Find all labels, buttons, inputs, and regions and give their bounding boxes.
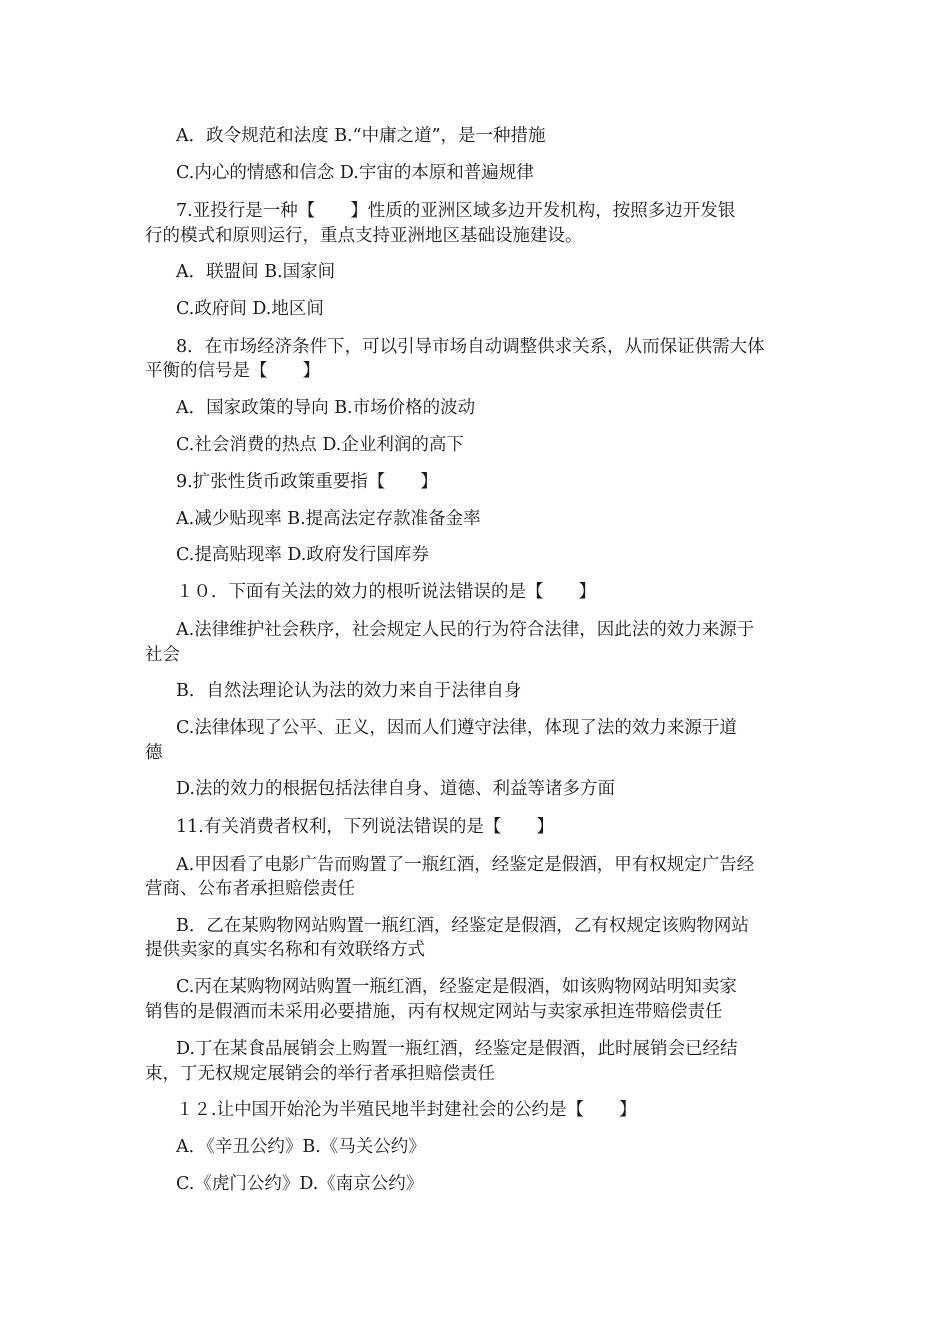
q12-options-ab: A．《辛丑公约》B.《马关公约》 bbox=[176, 1137, 426, 1157]
q11-option-b-line2: 提供卖家的真实名称和有效联络方式 bbox=[145, 940, 425, 960]
q11-option-d-line1: D.丁在某食品展销会上购置一瓶红酒，经鉴定是假酒，此时展销会已经结 bbox=[176, 1039, 738, 1059]
q12-stem: １２.让中国开始沦为半殖民地半封建社会的公约是【 】 bbox=[176, 1100, 637, 1120]
q10-option-b: B．自然法理论认为法的效力来自于法律自身 bbox=[176, 681, 522, 701]
q12-options-cd: C.《虎门公约》D.《南京公约》 bbox=[176, 1174, 424, 1194]
q7-stem-line1: 7.亚投行是一种【 】性质的亚洲区域多边开发机构，按照多边开发银 bbox=[176, 201, 736, 221]
q10-option-c-line2: 德 bbox=[145, 743, 163, 763]
q9-stem: 9.扩张性货币政策重要指【 】 bbox=[176, 472, 438, 492]
q7-options-cd: C.政府间 D.地区间 bbox=[176, 299, 324, 319]
q11-option-c-line2: 销售的是假酒而未采用必要措施，丙有权规定网站与卖家承担连带赔偿责任 bbox=[145, 1002, 723, 1022]
q6-options-ab: A．政令规范和法度 B.“中庸之道”，是一种措施 bbox=[176, 126, 546, 146]
q8-stem-line1: 8．在市场经济条件下，可以引导市场自动调整供求关系，从而保证供需大体 bbox=[176, 337, 765, 357]
q10-option-a-line1: A.法律维护社会秩序，社会规定人民的行为符合法律，因此法的效力来源于 bbox=[176, 620, 755, 640]
q10-stem: １０．下面有关法的效力的根听说法错误的是【 】 bbox=[176, 582, 596, 602]
q8-options-cd: C.社会消费的热点 D.企业利润的高下 bbox=[176, 435, 464, 455]
q7-options-ab: A．联盟间 B.国家间 bbox=[176, 262, 336, 282]
q11-option-a-line2: 营商、公布者承担赔偿责任 bbox=[145, 879, 355, 899]
q9-options-cd: C.提高贴现率 D.政府发行国库券 bbox=[176, 545, 429, 565]
q10-option-c-line1: C.法律体现了公平、正义，因而人们遵守法律，体现了法的效力来源于道 bbox=[176, 718, 737, 738]
q11-option-a-line1: A.甲因看了电影广告而购置了一瓶红酒，经鉴定是假酒，甲有权规定广告经 bbox=[176, 855, 755, 875]
q6-options-cd: C.内心的情感和信念 D.宇宙的本原和普遍规律 bbox=[176, 163, 534, 183]
q11-option-c-line1: C.丙在某购物网站购置一瓶红酒，经鉴定是假酒，如该购物网站明知卖家 bbox=[176, 977, 737, 997]
q11-stem: 11.有关消费者权利，下列说法错误的是【 】 bbox=[176, 817, 554, 837]
q10-option-d: D.法的效力的根据包括法律自身、道德、利益等诸多方面 bbox=[176, 779, 615, 799]
q11-option-b-line1: B．乙在某购物网站购置一瓶红酒，经鉴定是假酒，乙有权规定该购物网站 bbox=[176, 916, 749, 936]
q11-option-d-line2: 束，丁无权规定展销会的举行者承担赔偿责任 bbox=[145, 1064, 495, 1084]
q9-options-ab: A.减少贴现率 B.提高法定存款准备金率 bbox=[176, 509, 481, 529]
q10-option-a-line2: 社会 bbox=[145, 645, 180, 665]
q8-options-ab: A．国家政策的导向 B.市场价格的波动 bbox=[176, 398, 476, 418]
q8-stem-line2: 平衡的信号是【 】 bbox=[145, 361, 320, 381]
q7-stem-line2: 行的模式和原则运行，重点支持亚洲地区基础设施建设。 bbox=[145, 226, 583, 246]
